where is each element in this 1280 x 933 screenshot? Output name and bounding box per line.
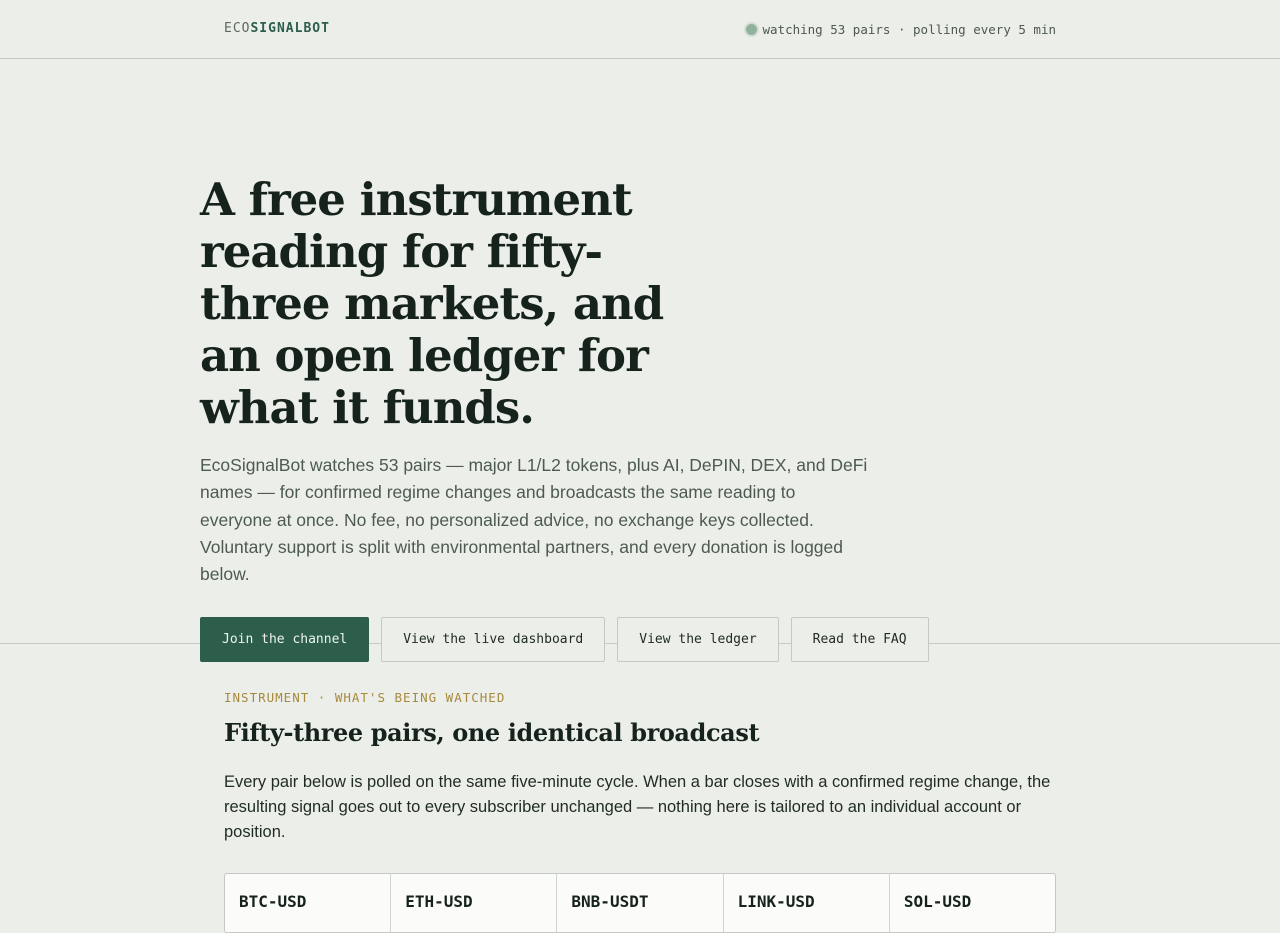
view-ledger-button[interactable]: View the ledger	[617, 617, 778, 662]
status-indicator	[746, 22, 1057, 37]
section-eyebrow: INSTRUMENT · WHAT'S BEING WATCHED	[224, 690, 506, 705]
hero-section	[0, 59, 1280, 647]
pair-grid	[224, 873, 1056, 933]
brand-name: SIGNALBOT	[250, 21, 330, 36]
pair-card[interactable]: ETH-USD	[391, 874, 557, 932]
pair-card[interactable]: LINK-USD	[724, 874, 890, 932]
brand-prefix: ECO	[224, 21, 251, 36]
pair-card[interactable]: BTC-USD	[225, 874, 391, 932]
hero-title: A free instrument reading for fifty-three markets, and an open ledger for what it funds.	[200, 173, 664, 434]
brand-logo[interactable]	[224, 21, 330, 36]
join-channel-button[interactable]: Join the channel	[200, 617, 369, 662]
status-text: watching 53 pairs · polling every 5 min	[762, 22, 1056, 37]
read-faq-button[interactable]: Read the FAQ	[791, 617, 929, 662]
section-title: Fifty-three pairs, one identical broadcast	[224, 718, 760, 747]
live-dashboard-button[interactable]: View the live dashboard	[381, 617, 605, 662]
live-dot-icon	[746, 24, 757, 35]
pair-card[interactable]: SOL-USD	[903, 892, 972, 911]
pair-card[interactable]: BNB-USDT	[557, 874, 723, 932]
cta-row	[200, 617, 929, 662]
section-body: Every pair below is polled on the same five-minute cycle. When a bar closes with a confirmed regime change, the resulting signal goes out to every subscriber unchanged — nothing here is tailored to an individual account or position.	[224, 773, 1051, 841]
top-bar	[0, 0, 1280, 59]
hero-lead: EcoSignalBot watches 53 pairs — major L1/L2 tokens, plus AI, DePIN, DEX, and DeFi names — for confirmed regime changes and broadcasts the same reading to everyone at once. No fee, no personalized advice, no exchange keys collected. Voluntary support is split with environmental partners, and every donation is logged below.	[200, 455, 868, 585]
